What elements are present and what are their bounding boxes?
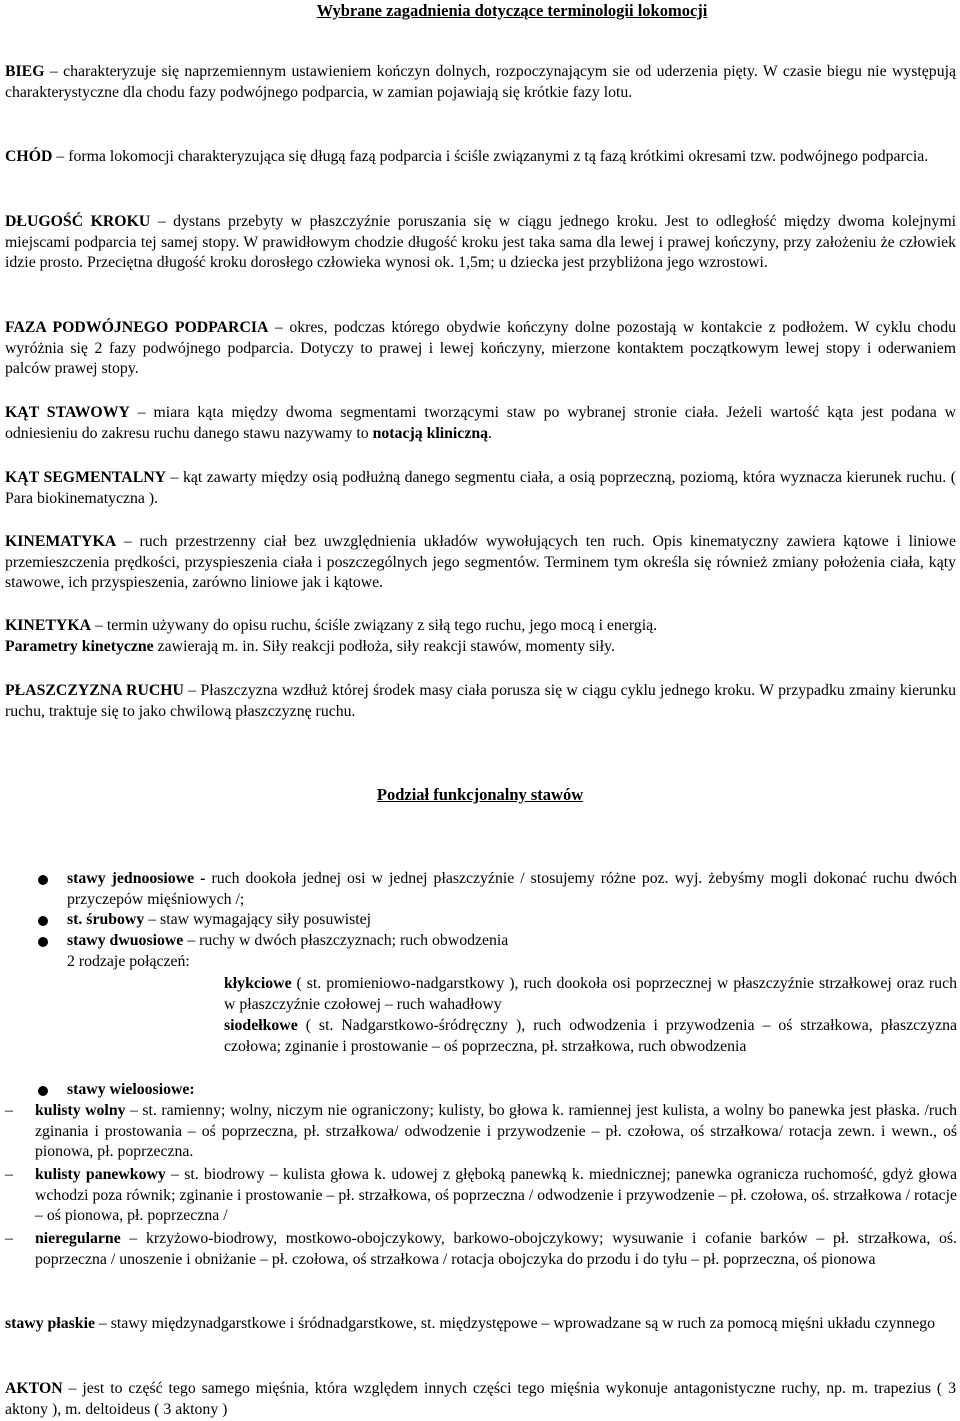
dash-icon: – bbox=[5, 1102, 13, 1119]
term-label: nieregularne bbox=[35, 1230, 121, 1247]
list-item bbox=[67, 869, 957, 910]
section-title: Podział funkcjonalny stawów bbox=[376, 785, 584, 804]
dash-item-kulisty-wolny bbox=[35, 1101, 957, 1163]
term-text: zawierają m. in. Siły reakcji podłoża, siły reakcji stawów, momenty siły. bbox=[153, 637, 615, 655]
term-text: – okres, podczas którego obydwie kończyny dolne pozostają w kontakcie z podłożem. W cyklu chodu wyróżnia się 2 fazy podwójnego podparcia. Dotyczy to prawej i lewej kończyny, mierzone kontaktem początkowym lewej stopy i oderwaniem palców prawej stopy. bbox=[5, 319, 956, 377]
term-label: KINETYKA bbox=[5, 617, 92, 634]
term-label: st. śrubowy bbox=[67, 911, 145, 928]
definition-akton bbox=[5, 1379, 956, 1420]
term-text: – charakteryzuje się naprzemiennym ustawieniem kończyn dolnych, rozpoczynającym sie od uderzenia pięty. W czasie biegu nie występują charakterystyczne dla chodu fazy podwójnego podparcia, w zamian pojawiają się krótkie fazy lotu. bbox=[5, 63, 956, 101]
term-text: – st. biodrowy – kulista głowa k. udowej z głęboką panewką k. miednicznej; panewka ogranicza ruchomość, gdyż głowa wchodzi poza równik; zginanie i prostowanie – pł. strzałkowa, oś poprzeczna / odwodzenie i przywodzenie – pł. czołowa, oś. strzałkowa / rotacje – oś pionowa, pł. poprzeczna / bbox=[35, 1166, 958, 1224]
bullet-icon bbox=[38, 875, 48, 885]
connections-label: 2 rodzaje połączeń: bbox=[67, 953, 190, 970]
definition-kat-stawowy bbox=[5, 403, 956, 444]
term-text: – forma lokomocji charakteryzująca się długą fazą podparcia i ściśle związanymi z tą fazą krótkimi okresami tzw. podwójnego podparcia. bbox=[52, 148, 929, 165]
term-label: stawy płaskie bbox=[5, 1315, 95, 1332]
term-text: – kąt zawarty między osią podłużną danego segmentu ciała, a osią poprzeczną, poziomą, która wyznacza kierunek ruchu. ( Para biokinematyczna ). bbox=[5, 469, 956, 507]
definition-kat-segmentalny bbox=[5, 468, 956, 509]
term-label: FAZA PODWÓJNEGO PODPARCIA bbox=[5, 319, 269, 336]
dash-icon: – bbox=[5, 1230, 13, 1247]
term-text: – miara kąta między dwoma segmentami tworzącymi staw po wybranej stronie ciała. Jeżeli wartość kąta jest podana w odniesieniu do zakresu ruchu danego stawu nazywamy to bbox=[5, 404, 956, 442]
term-label: KINEMATYKA bbox=[5, 533, 117, 550]
sub-item-siodelkowe bbox=[224, 1016, 957, 1057]
term-text: – jest to część tego samego mięśnia, która względem innych części tego mięśnia wykonuje antagonistyczne ruchy, np. m. trapezius ( 3 aktony ), m. deltoideus ( 3 aktony ) bbox=[5, 1380, 956, 1418]
term-text: ( st. promieniowo-nadgarstkowy ), ruch dookoła osi poprzecznej w płaszczyźnie strzałkowej oraz ruch w płaszczyźnie czołowej – ruch wahadłowy bbox=[224, 975, 957, 1013]
bullet-icon bbox=[38, 916, 48, 926]
term-label: BIEG bbox=[5, 63, 45, 80]
definition-dlugosc-kroku bbox=[5, 212, 956, 274]
term-text: – termin używany do opisu ruchu, ściśle związany z siłą tego ruchu, jego mocą i energią. bbox=[91, 617, 658, 634]
term-label: kulisty wolny bbox=[35, 1102, 126, 1119]
term-text: – ruchy w dwóch płaszczyznach; ruch obwodzenia bbox=[183, 932, 509, 949]
list-item bbox=[67, 1080, 957, 1101]
term-text: – ruch przestrzenny ciał bez uwzględnienia układów wywołujących ten ruch. Opis kinematyczny zawiera kątowe i liniowe przemieszczenia prędkości, przyspieszenia ciała i poszczególnych jego segmentów. Terminem tym określa się również zmiany położenia ciała, kąty stawowe, ich przyspieszenia, zarówno liniowe jak i kątowe. bbox=[5, 533, 956, 591]
term-label: KĄT SEGMENTALNY bbox=[5, 469, 167, 486]
term-label: KĄT STAWOWY bbox=[5, 404, 130, 421]
term-text: – Płaszczyzna wzdłuż której środek masy ciała porusza się w ciągu cyklu jednego kroku. W przypadku zmainy kierunku ruchu, traktuje się to jako chwilową płaszczyznę ruchu. bbox=[5, 682, 956, 720]
definition-kinematyka bbox=[5, 532, 956, 594]
term-label-parametry: Parametry kinetyczne bbox=[5, 637, 154, 655]
definition-bieg bbox=[5, 62, 956, 103]
term-label: stawy wieloosiowe: bbox=[67, 1081, 195, 1098]
list-item bbox=[67, 910, 957, 931]
definition-stawy-plaskie bbox=[5, 1314, 956, 1335]
list-item bbox=[67, 931, 957, 952]
definition-chod bbox=[5, 147, 956, 168]
bullet-icon bbox=[38, 1086, 48, 1096]
term-label: stawy dwuosiowe bbox=[67, 932, 184, 949]
term-text: – stawy międzynadgarstkowe i śródnadgarstkowe, st. międzystępowe – wprowadzane są w ruch za pomocą mięśni układu czynnego bbox=[94, 1315, 936, 1332]
term-text: ( st. Nadgarstkowo-śródręczny ), ruch odwodzenia i przywodzenia – oś strzałkowa, płaszczyzna czołowa; zginanie i prostowanie – oś poprzeczna, pł. strzałkowa, ruch obwodzenia bbox=[224, 1017, 957, 1055]
term-text: – staw wymagający siły posuwistej bbox=[144, 911, 372, 928]
term-label: siodełkowe bbox=[224, 1017, 298, 1034]
document-title: Wybrane zagadnienia dotyczące terminologii lokomocji bbox=[316, 1, 708, 20]
term-label: AKTON bbox=[5, 1380, 63, 1397]
dash-icon: – bbox=[5, 1166, 13, 1183]
term-text: – krzyżowo-biodrowy, mostkowo-obojczykowy, barkowo-obojczykowy; wysuwanie i cofanie barków – pł. strzałkowa, oś. poprzeczna / unoszenie i obniżanie – pł. czołowa, oś strzałkowa / rotacja obojczyka do przodu i do tyłu – pł. poprzeczna, oś pionowa bbox=[35, 1230, 957, 1268]
term-text: – st. ramienny; wolny, niczym nie ograniczony; kulisty, bo głowa k. ramiennej jest kulista, a wolny bo panewka jest płaska. /ruch zginania i prostowania – oś poprzeczna, pł. strzałkowa/ odwodzenie i przywodzenie – pł. czołowa, oś strzałkowa/ rotacja zewn. i wewn., oś pionowa, pł. poprzeczna. bbox=[35, 1102, 957, 1160]
sub-item-klykciowe bbox=[224, 974, 957, 1015]
term-text: – dystans przebyty w płaszczyźnie poruszania się w ciągu jednego kroku. Jest to odległość między dwoma kolejnymi miejscami podparcia tej samej stopy. W prawidłowym chodzie długość kroku jest taka sama dla lewej i prawej kończyny, przy założeniu że człowiek idzie prosto. Przeciętna długość kroku dorosłego człowieka wynosi ok. 1,5m; u dziecka jest przybliżona jego wzrostowi. bbox=[5, 213, 956, 271]
definition-plaszczyzna-ruchu bbox=[5, 681, 956, 722]
term-label: kłykciowe bbox=[224, 975, 292, 992]
definition-faza-podwojnego-podparcia bbox=[5, 318, 956, 380]
term-label: stawy jednoosiowe - bbox=[67, 870, 212, 887]
dash-item-kulisty-panewkowy bbox=[35, 1165, 957, 1227]
dash-item-nieregularne bbox=[35, 1229, 957, 1270]
bullet-icon bbox=[38, 937, 48, 947]
term-label: CHÓD bbox=[5, 148, 53, 165]
term-label: PŁASZCZYZNA RUCHU bbox=[5, 682, 184, 699]
term-label: kulisty panewkowy bbox=[35, 1166, 166, 1183]
term-label: DŁUGOŚĆ KROKU bbox=[5, 213, 151, 230]
bold-term: notacją kliniczną bbox=[372, 424, 489, 442]
term-text: ruch dookoła jednej osi w jednej płaszczyźnie / stosujemy różne poz. wyj. żebyśmy mogli dokonać ruchu dwóch przyczepów mięśniowych /; bbox=[67, 870, 957, 908]
term-text-tail: . bbox=[488, 424, 492, 442]
definition-kinetyka bbox=[5, 616, 956, 657]
